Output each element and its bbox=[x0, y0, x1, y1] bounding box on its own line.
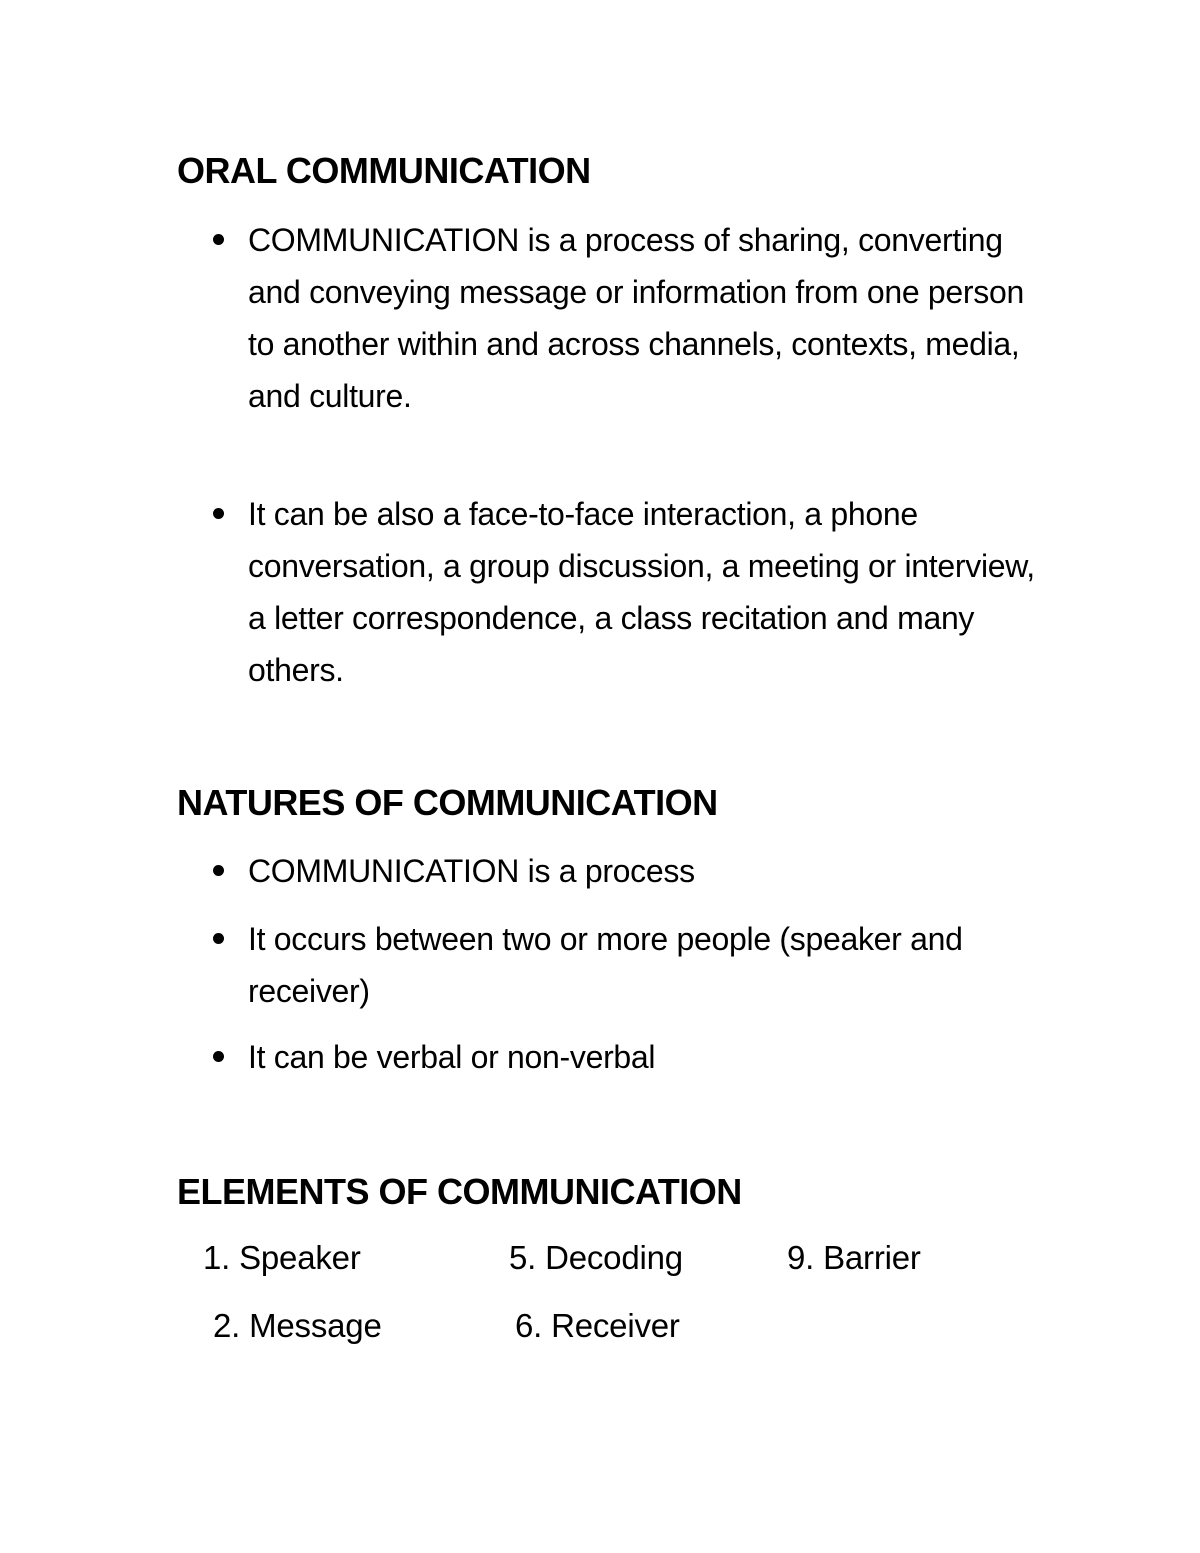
oral-bullet-1 bbox=[213, 214, 1033, 474]
element-item-speaker: 1. Speaker bbox=[203, 1239, 361, 1276]
element-item-receiver: 6. Receiver bbox=[515, 1307, 680, 1344]
element-item-message: 2. Message bbox=[213, 1307, 382, 1344]
natures-bullet-3 bbox=[213, 1031, 1033, 1083]
natures-heading: NATURES OF COMMUNICATION bbox=[177, 782, 718, 823]
bullet-text: COMMUNICATION is a process of sharing, converting and conveying message or information from one person to another within and across channels, contexts, media, and culture. bbox=[248, 222, 1024, 414]
element-item-decoding: 5. Decoding bbox=[509, 1239, 683, 1276]
natures-bullet-1 bbox=[213, 845, 1033, 897]
bullet-icon bbox=[213, 508, 224, 519]
bullet-icon bbox=[213, 1051, 224, 1062]
bullet-text: It can be also a face-to-face interaction, a phone conversation, a group discussion, a meeting or interview, a letter correspondence, a class recitation and many others. bbox=[248, 496, 1035, 688]
bullet-icon bbox=[213, 933, 224, 944]
natures-bullet-2 bbox=[213, 913, 1033, 1017]
element-item-barrier: 9. Barrier bbox=[787, 1239, 921, 1276]
bullet-text: It can be verbal or non-verbal bbox=[248, 1039, 656, 1075]
oral-communication-heading: ORAL COMMUNICATION bbox=[177, 150, 591, 191]
bullet-icon bbox=[213, 865, 224, 876]
bullet-text: COMMUNICATION is a process bbox=[248, 853, 695, 889]
oral-bullet-2 bbox=[213, 488, 1033, 696]
bullet-text: It occurs between two or more people (speaker and receiver) bbox=[248, 921, 963, 1009]
bullet-icon bbox=[213, 234, 224, 245]
elements-heading: ELEMENTS OF COMMUNICATION bbox=[177, 1171, 742, 1212]
